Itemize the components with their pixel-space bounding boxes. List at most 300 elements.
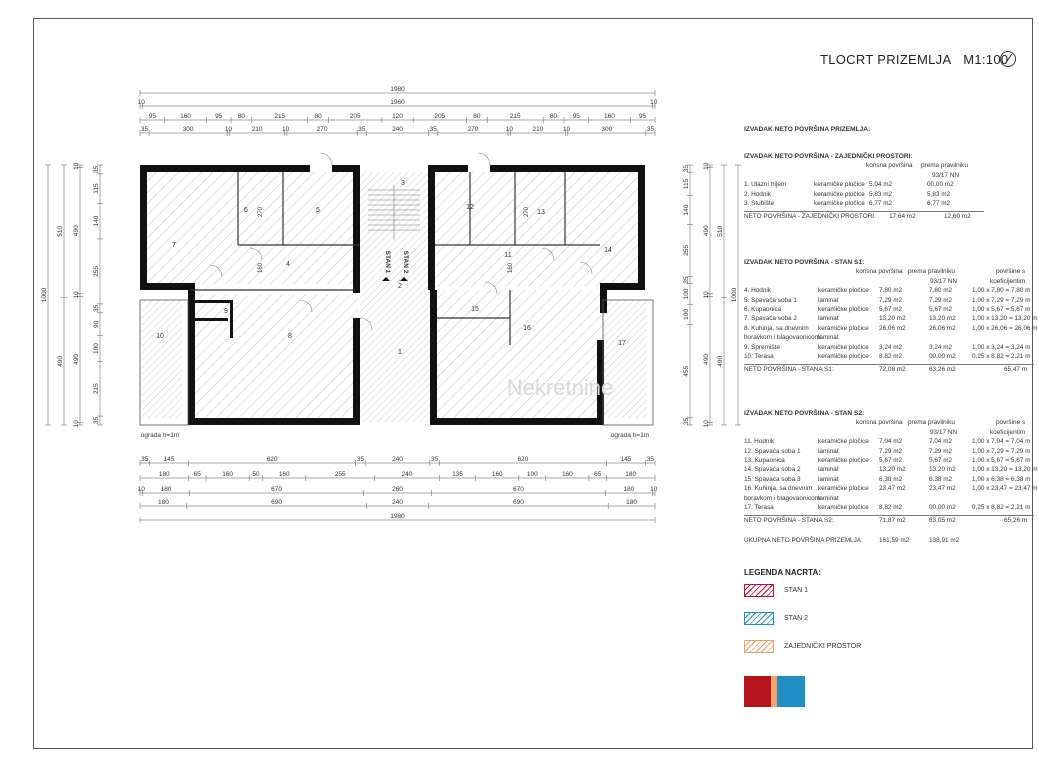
room-number: 5	[316, 207, 320, 214]
dim-value: 95	[639, 113, 647, 120]
table-row	[744, 190, 984, 199]
dim-value: 100	[683, 309, 690, 320]
wall-segment	[430, 418, 604, 425]
total-c: 65,47 m	[1004, 366, 1028, 374]
cell-name: boravkom i blagovaonicom	[744, 494, 821, 502]
cell-c: 1,00 x 13,20 = 13,20 m	[972, 466, 1038, 474]
col-header: koeficijentim	[990, 277, 1026, 285]
dim-value: 670	[271, 486, 282, 493]
stair-label: STAN 1	[384, 250, 391, 274]
dim-value: 690	[513, 499, 524, 506]
dim-value: 240	[392, 126, 403, 133]
room-hatch	[147, 172, 355, 284]
dim-value: 510	[717, 225, 724, 237]
dim-value: 1960	[390, 99, 405, 106]
col-header: površine s	[996, 419, 1026, 427]
drawing-title	[820, 52, 1008, 67]
wall-segment	[638, 165, 645, 290]
col-header: površine s	[996, 268, 1026, 276]
dim-value: 10	[650, 486, 658, 493]
table-row	[744, 465, 1038, 474]
cell-name: 5. Spavaća soba 1	[744, 296, 797, 304]
cell-b: 23,47 m2	[929, 485, 956, 493]
dim-value: 145	[620, 456, 632, 463]
cell-name: 16. Kuhinja, sa dnevnim	[744, 485, 813, 493]
col-header: prema pravilniku	[908, 419, 955, 427]
total-a: 71,87 m2	[879, 517, 906, 525]
cell-c: 1,00 x 13,20 = 13,20 m	[972, 315, 1038, 323]
cell-b: 5,67 m2	[929, 305, 953, 313]
dim-value: 35	[646, 126, 655, 133]
cell-mat: laminat	[818, 315, 839, 323]
dim-value: 215	[274, 113, 286, 120]
cell-a: 8,82 m2	[879, 503, 903, 511]
stair-label: STAN 2	[402, 250, 409, 274]
table-zajednicki	[744, 152, 984, 222]
legend-label: ZAJEDNIČKI PROSTOR	[784, 643, 862, 650]
cell-a: 5,67 m2	[879, 305, 903, 313]
dim-value: 180	[158, 471, 170, 478]
cell-b: 26,06 m2	[929, 324, 956, 332]
dim-value: 510	[57, 225, 64, 237]
total-label: NETO POVRŠINA - STANA S1:	[744, 366, 834, 374]
dim-value: 35	[646, 456, 654, 463]
cell-mat: keramičke pločice	[818, 503, 869, 511]
dim-value: 260	[392, 486, 403, 493]
dim-value: 95	[148, 113, 156, 120]
dim-value: 180	[157, 499, 169, 506]
dim-value: 10	[137, 99, 145, 106]
table-s1	[744, 258, 1038, 375]
dim-value: 160	[278, 471, 290, 478]
dim-value: 255	[334, 471, 346, 478]
cell-mat: laminat	[818, 334, 839, 342]
room-number: 16	[523, 325, 531, 332]
dim-value: 10	[282, 126, 290, 133]
cell-c: 1,00 x 3,24 = 3,24 m	[972, 343, 1031, 351]
dim-value: 160	[222, 471, 234, 478]
cell-b: 7,29 m2	[929, 296, 953, 304]
total-b: 63,26 m2	[929, 366, 956, 374]
wall-segment	[353, 165, 360, 293]
dim-value: 80	[549, 113, 558, 120]
wall-segment	[140, 165, 147, 290]
cell-name: 14. Spavaća soba 2	[744, 466, 801, 474]
table-row	[744, 437, 1034, 446]
wall-segment	[353, 318, 360, 425]
room-hatch	[435, 172, 645, 287]
cell-c: 1,00 x 5,67 = 5,67 m	[972, 456, 1031, 464]
table-row	[744, 484, 1038, 493]
dim-value: 115	[93, 183, 100, 194]
cell-mat: keramičke pločice	[818, 287, 869, 295]
dim-value: 140	[93, 215, 100, 227]
dim-value: 240	[392, 499, 403, 506]
col-header: koeficijentim	[990, 428, 1026, 436]
dim-value: 80	[237, 113, 246, 120]
cell-b: 6,77 m2	[927, 199, 951, 207]
cell-c: 1,00 x 7,29 = 7,29 m	[972, 296, 1031, 304]
door-swing	[478, 153, 490, 165]
dim-value: 490	[73, 353, 80, 365]
dim-value: 80	[314, 113, 322, 120]
dim-value: 1980	[390, 86, 405, 93]
cell-name: 7. Spavaća soba 2	[744, 315, 797, 323]
cell-a: 23,47 m2	[879, 485, 906, 493]
dim-value: 10	[562, 126, 571, 133]
wall-segment	[188, 300, 233, 303]
cell-b: 00,00 m2	[929, 352, 956, 360]
dim-value: 140	[683, 204, 690, 216]
dim-value: 490	[73, 225, 80, 237]
cell-name: boravkom i blagovaonicom	[744, 334, 821, 342]
table-row	[744, 503, 1034, 512]
table-title: IZVADAK NETO POVRŠINA - STAN S1:	[744, 259, 865, 266]
cell-c: 1,00 x 7,29 = 7,29 m	[972, 447, 1031, 455]
dim-value: 490	[703, 225, 710, 237]
table-row	[744, 199, 984, 208]
watermark-text: Nekretnine	[506, 375, 614, 400]
room-hatch	[142, 300, 182, 418]
dim-value: 35	[683, 417, 690, 426]
wall-segment	[220, 165, 305, 172]
dim-value: 35	[93, 416, 100, 425]
col-header: 93/17 NN	[930, 277, 957, 285]
cell-a: 5,83 m2	[869, 190, 893, 198]
table-row	[744, 324, 1038, 333]
room-number: 6	[244, 207, 248, 214]
dim-value: 10	[73, 291, 80, 299]
cell-mat: laminat	[818, 475, 839, 483]
dim-value: 690	[271, 499, 282, 506]
dim-value: 35	[358, 126, 366, 133]
cell-a: 8,82 m2	[879, 352, 903, 360]
wall-segment	[428, 165, 468, 172]
col-header: korisna površina	[856, 268, 903, 276]
table-row	[744, 305, 1034, 314]
legend-label: STAN 1	[784, 587, 808, 594]
room-number: 13	[537, 209, 545, 216]
dim-value: 90	[93, 320, 100, 328]
dim-value: 135	[452, 471, 463, 478]
dim-value: 115	[683, 178, 690, 190]
room-number: 11	[504, 252, 512, 259]
total-a: 17,64 m2	[889, 213, 916, 221]
table-row	[744, 447, 1034, 456]
dim-value: 100	[526, 471, 538, 478]
dim-value: 300	[601, 126, 613, 133]
dim-value: 180	[625, 471, 637, 478]
cell-mat: laminat	[818, 296, 839, 304]
table-row	[744, 475, 1034, 484]
cell-name: 13. Kupaonica	[744, 456, 785, 464]
color-block-blue	[777, 676, 805, 707]
table-title: IZVADAK NETO POVRŠINA - ZAJEDNIČKI PROSTORI:	[744, 153, 913, 160]
dim-value: 160	[180, 113, 191, 120]
total-c: 65,26 m	[1004, 517, 1028, 525]
cell-name: 6. Kupaonica	[744, 305, 782, 313]
cell-b: 3,24 m2	[929, 343, 953, 351]
cell-mat: keramičke pločice	[818, 438, 869, 446]
scale-text: M1:100	[963, 52, 1009, 67]
dim-value: 100	[93, 343, 100, 354]
dim-value: 240	[392, 456, 403, 463]
grand-total-label: UKUPNA NETO POVRŠINA PRIZEMLJA:	[744, 536, 863, 544]
cell-a: 5,04 m2	[869, 181, 893, 189]
room-number: 3	[401, 180, 405, 187]
wall-segment	[332, 165, 360, 172]
cell-a: 7,29 m2	[879, 447, 903, 455]
cell-c: 1,00 x 5,67 = 5,67 m	[972, 305, 1031, 313]
cell-b: 7,04 m2	[929, 438, 953, 446]
dim-value: 180	[623, 486, 635, 493]
cell-a: 7,04 m2	[879, 438, 903, 446]
table-s2	[744, 409, 1038, 545]
cell-name: 1. Ulazni trijem	[744, 181, 787, 189]
dim-value: 10	[703, 420, 710, 428]
cell-b: 7,80 m2	[929, 287, 953, 295]
table-row	[744, 314, 1038, 323]
dim-value: 215	[509, 113, 521, 120]
dim-value: 35	[141, 456, 149, 463]
dim-value: 35	[93, 304, 100, 312]
room-number: 2	[398, 283, 402, 290]
table-title: IZVADAK NETO POVRŠINA - STAN S2:	[744, 410, 865, 417]
wall-segment	[188, 283, 195, 425]
dim-value: 160	[561, 471, 573, 478]
wall-segment	[600, 283, 607, 313]
cell-name: 9. Spremište	[744, 343, 780, 351]
legend-swatch-stan2	[744, 612, 774, 625]
total-b: 63,05 m2	[929, 517, 956, 525]
dim-value: 255	[93, 265, 100, 277]
table-row	[744, 494, 1034, 503]
cell-a: 7,29 m2	[879, 296, 903, 304]
cell-c: 0,25 x 8,82 = 2,21 m	[972, 503, 1031, 511]
cell-c: 1,00 x 7,80 = 7,80 m	[972, 287, 1031, 295]
cell-name: 8. Kuhinja, sa dnevnim	[744, 324, 809, 332]
dim-value: 490	[703, 353, 710, 365]
door-swing	[320, 153, 332, 165]
dim-value: 215	[93, 383, 100, 395]
legend-swatch-zajednicki	[744, 640, 774, 653]
cell-mat: keramičke pločice	[818, 485, 869, 493]
dim-value: 10	[703, 291, 710, 299]
dim-value: 210	[251, 126, 263, 133]
cell-c: 1,00 x 23,47 = 23,47 m	[972, 485, 1038, 493]
cell-a: 13,20 m2	[879, 466, 906, 474]
dim-value: 35	[429, 126, 437, 133]
cell-mat: keramičke pločice	[818, 456, 869, 464]
cell-b: 5,67 m2	[929, 456, 953, 464]
dim-value: 35	[683, 164, 690, 173]
cell-a: 5,67 m2	[879, 456, 903, 464]
cell-b: 13,20 m2	[929, 466, 956, 474]
cell-mat: keramičke pločice	[818, 324, 869, 332]
dim-value: 240	[401, 471, 413, 478]
total-b: 12,60 m2	[944, 213, 971, 221]
cell-b: 6,38 m2	[929, 475, 953, 483]
dim-value: 10	[224, 126, 233, 133]
col-header: prema pravilniku	[908, 268, 955, 276]
dim-value: 100	[683, 288, 690, 300]
title-text: TLOCRT PRIZEMLJA	[820, 52, 952, 67]
cell-a: 7,80 m2	[879, 287, 903, 295]
grand-total-b: 138,91 m2	[929, 536, 960, 544]
grand-total-a: 161,59 m2	[879, 536, 910, 544]
legend-swatch-stan1	[744, 584, 774, 597]
dim-value: 35	[93, 165, 100, 174]
wall-segment	[428, 165, 435, 290]
dim-value: 160	[491, 471, 503, 478]
col-header: prema pravilniku	[921, 162, 968, 170]
cell-c: 0,25 x 8,82 = 2,21 m	[972, 352, 1031, 360]
cell-c: 1,00 x 6,38 = 6,38 m	[972, 475, 1031, 483]
table-row	[744, 180, 984, 189]
cell-name: 15. Spavaća soba 3	[744, 475, 801, 483]
room-dim: 270	[524, 206, 530, 218]
cell-b: 00,00 m2	[929, 503, 956, 511]
dim-value: 210	[532, 126, 544, 133]
dim-value: 10	[505, 126, 513, 133]
dim-value: 255	[683, 245, 690, 256]
cell-a: 6,77 m2	[869, 199, 893, 207]
room-number: 1	[398, 349, 402, 356]
dim-value: 1000	[731, 287, 738, 303]
dim-value: 1980	[390, 513, 405, 520]
room-number: 9	[224, 308, 228, 315]
cell-name: 17. Terasa	[744, 503, 774, 511]
table-row	[744, 343, 1034, 352]
cell-mat: keramičke pločice	[814, 181, 865, 189]
cell-name: 3. Stubište	[744, 199, 775, 207]
dim-value: 205	[434, 113, 446, 120]
room-number: 15	[471, 306, 479, 313]
dim-value: 10	[73, 420, 80, 428]
dim-value: 120	[392, 113, 403, 120]
room-number: 4	[286, 261, 290, 268]
total-label: NETO POVRŠINA - ZAJEDNIČKI PROSTORI:	[744, 213, 876, 221]
cell-c: 1,00 x 26,06 = 26,06 m	[972, 324, 1038, 332]
color-block-red	[744, 676, 771, 707]
dim-value: 270	[467, 126, 479, 133]
total-label: NETO POVRŠINA - STANA S2:	[744, 517, 834, 525]
dim-value: 80	[473, 113, 481, 120]
col-header: korisna površina	[866, 162, 913, 170]
room-number: 14	[604, 247, 612, 254]
dim-value: 180	[626, 499, 638, 506]
room-hatch	[360, 172, 430, 422]
dim-value: 620	[517, 456, 529, 463]
dim-value: 455	[683, 365, 690, 377]
cell-name: 2. Hodnik	[744, 190, 771, 198]
cell-c: 1,00 x 7,04 = 7,04 m	[972, 438, 1031, 446]
table-row	[744, 296, 1034, 305]
table-row	[744, 456, 1034, 465]
cell-name: 12. Spavaća soba 1	[744, 447, 801, 455]
dim-value: 10	[73, 162, 80, 170]
dim-value: 490	[57, 355, 64, 367]
dim-value: 10	[650, 99, 658, 106]
dim-value: 65	[193, 471, 201, 478]
fence-label: ograda h=1m	[610, 432, 650, 439]
cell-name: 11. Hodnik	[744, 438, 775, 446]
cell-a: 6,38 m2	[879, 475, 903, 483]
cell-mat: keramičke pločice	[818, 352, 869, 360]
section-title-text: IZVADAK NETO POVRŠINA PRIZEMLJA:	[744, 126, 871, 133]
cell-mat: keramičke pločice	[818, 343, 869, 351]
cell-a: 3,24 m2	[879, 343, 903, 351]
fence-label: ograda h=1m	[140, 432, 180, 439]
table-row	[744, 333, 1034, 342]
col-header: 93/17 NN	[932, 171, 959, 179]
legend-label: STAN 2	[784, 615, 808, 622]
room-dim: 160	[258, 262, 264, 274]
room-number: 8	[288, 333, 292, 340]
section-title	[744, 125, 870, 134]
wall-segment	[188, 418, 360, 425]
dim-value: 620	[266, 456, 278, 463]
cell-mat: keramičke pločice	[814, 190, 865, 198]
table-row	[744, 286, 1034, 295]
cell-a: 13,20 m2	[879, 315, 906, 323]
wall-segment	[230, 300, 233, 338]
cell-mat: keramičke pločice	[818, 305, 869, 313]
dim-value: 95	[215, 113, 223, 120]
dim-value: 270	[316, 126, 328, 133]
room-number: 7	[172, 242, 176, 249]
dim-value: 35	[140, 126, 149, 133]
room-hatch	[603, 300, 647, 418]
cell-mat: laminat	[818, 447, 839, 455]
wall-segment	[140, 283, 195, 290]
cell-b: 5,83 m2	[927, 190, 951, 198]
cell-name: 10. Terasa	[744, 352, 774, 360]
north-arrow-icon	[1000, 51, 1016, 67]
dim-value: 35	[430, 456, 439, 463]
room-number: 17	[618, 340, 626, 347]
col-header: 93/17 NN	[930, 428, 957, 436]
cell-a: 26,06 m2	[879, 324, 906, 332]
dim-value: 670	[513, 486, 524, 493]
dim-value: 10	[137, 486, 145, 493]
wall-segment	[490, 165, 640, 172]
dim-value: 95	[572, 113, 580, 120]
cell-b: 13,20 m2	[929, 315, 956, 323]
room-dim: 160	[508, 262, 514, 274]
dim-value: 145	[163, 456, 175, 463]
dim-value: 205	[349, 113, 361, 120]
wall-segment	[430, 290, 437, 425]
room-number: 12	[466, 204, 474, 211]
room-number: 10	[156, 333, 164, 340]
dim-value: 160	[604, 113, 615, 120]
dim-value: 1000	[41, 287, 48, 303]
dim-value: 10	[703, 162, 710, 170]
cell-mat: keramičke pločice	[814, 199, 865, 207]
table-row	[744, 352, 1034, 361]
room-hatch	[190, 295, 358, 417]
total-a: 72,08 m2	[879, 366, 906, 374]
legend-title: LEGENDA NACRTA:	[744, 568, 821, 577]
dim-value: 35	[356, 456, 365, 463]
cell-b: 7,29 m2	[929, 447, 953, 455]
dim-value: 50	[252, 471, 260, 478]
wall-segment	[188, 318, 228, 321]
dim-value: 35	[683, 276, 690, 284]
room-dim: 270	[258, 206, 264, 218]
cell-name: 4. Hodnik	[744, 287, 771, 295]
